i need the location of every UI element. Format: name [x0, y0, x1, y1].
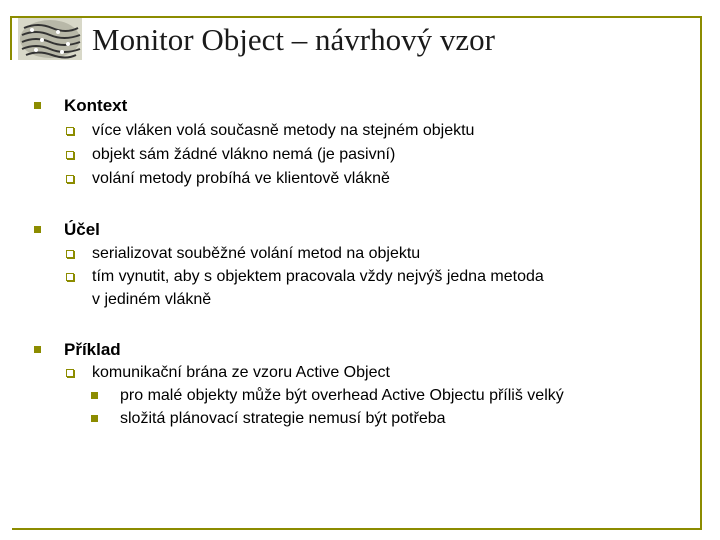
- sub-list-item: [120, 410, 446, 428]
- hollow-square-bullet-icon: [66, 175, 74, 183]
- globe-pattern-logo-icon: [18, 18, 82, 60]
- list-item: [92, 362, 390, 384]
- section-heading-text: Účel: [64, 220, 100, 239]
- section-heading-priklad: [64, 340, 121, 360]
- section-heading-text: Příklad: [64, 340, 121, 359]
- square-bullet-icon: [34, 226, 41, 233]
- hollow-square-bullet-icon: [66, 250, 74, 258]
- list-item-text: více vláken volá současně metody na stejném objektu: [92, 122, 475, 139]
- list-item-text: objekt sám žádné vlákno nemá (je pasivní): [92, 146, 396, 163]
- list-item-text: v jediném vlákně: [92, 291, 212, 308]
- list-item-text: volání metody probíhá ve klientově vlákně: [92, 170, 390, 187]
- hollow-square-bullet-icon: [66, 151, 74, 159]
- list-item: [92, 266, 544, 288]
- sub-list-item: [120, 387, 564, 405]
- frame-top-line: [10, 16, 702, 18]
- list-item: [92, 168, 390, 190]
- square-bullet-icon: [91, 392, 98, 399]
- frame-left-line: [10, 16, 12, 60]
- square-bullet-icon: [34, 346, 41, 353]
- list-item: [92, 243, 420, 265]
- hollow-square-bullet-icon: [66, 273, 74, 281]
- list-item-text: serializovat souběžné volání metod na objektu: [92, 245, 421, 262]
- slide-title: Monitor Object – návrhový vzor: [92, 22, 495, 57]
- hollow-square-bullet-icon: [66, 369, 74, 377]
- section-heading-ucel: [64, 220, 100, 240]
- hollow-square-bullet-icon: [66, 127, 74, 135]
- sub-list-item-text: pro malé objekty může být overhead Active Objectu příliš velký: [120, 387, 564, 404]
- frame-bottom-line: [12, 528, 702, 530]
- sub-list-item-text: složitá plánovací strategie nemusí být potřeba: [120, 410, 446, 427]
- square-bullet-icon: [34, 102, 41, 109]
- section-heading-text: Kontext: [64, 96, 128, 115]
- list-item: [92, 144, 395, 166]
- list-item-continuation: [92, 289, 211, 311]
- section-heading-kontext: [64, 96, 127, 116]
- list-item: [92, 120, 474, 142]
- frame-right-line: [700, 16, 702, 530]
- square-bullet-icon: [91, 415, 98, 422]
- list-item-text: tím vynutit, aby s objektem pracovala vždy nejvýš jedna metoda: [92, 268, 544, 285]
- list-item-text: komunikační brána ze vzoru Active Object: [92, 364, 390, 381]
